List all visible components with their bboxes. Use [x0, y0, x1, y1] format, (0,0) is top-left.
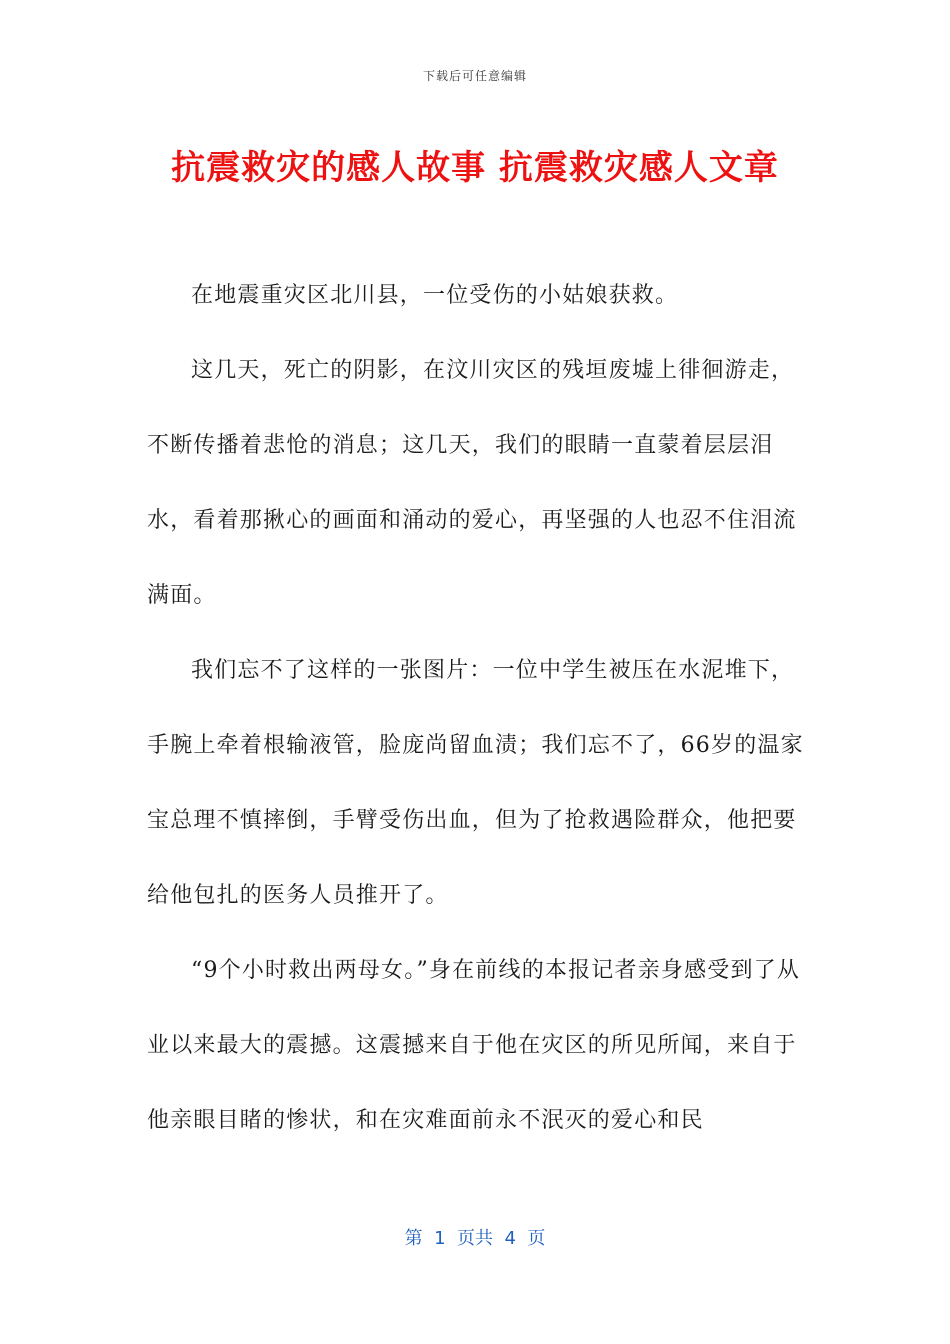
- article-body: [147, 258, 807, 1158]
- paragraph: 在地震重灾区北川县，一位受伤的小姑娘获救。: [191, 283, 679, 308]
- paragraph: “9个小时救出两母女。”身在前线的本报记者亲身感受到了从业以来最大的震撼。这震撼来自于他在灾区的所见所闻，来自于他亲眼目睹的惨状，和在灾难面前永不泯灭的爱心和民: [147, 958, 801, 1133]
- page-number-footer: 第 1 页共 4 页: [404, 1228, 546, 1249]
- paragraph: 这几天，死亡的阴影，在汶川灾区的残垣废墟上徘徊游走，不断传播着悲怆的消息；这几天，我们的眼睛一直蒙着层层泪水，看着那揪心的画面和涌动的爱心，再坚强的人也忍不住泪流满面。: [147, 358, 797, 608]
- header-note: 下载后可任意编辑: [422, 69, 527, 83]
- paragraph: 我们忘不了这样的一张图片：一位中学生被压在水泥堆下，手腕上牵着根输液管，脸庞尚留血渍；我们忘不了，66岁的温家宝总理不慎摔倒，手臂受伤出血，但为了抢救遇险群众，他把要给他包扎的医务人员推开了。: [147, 658, 804, 908]
- document-title: 抗震救灾的感人故事 抗震救灾感人文章: [171, 148, 779, 188]
